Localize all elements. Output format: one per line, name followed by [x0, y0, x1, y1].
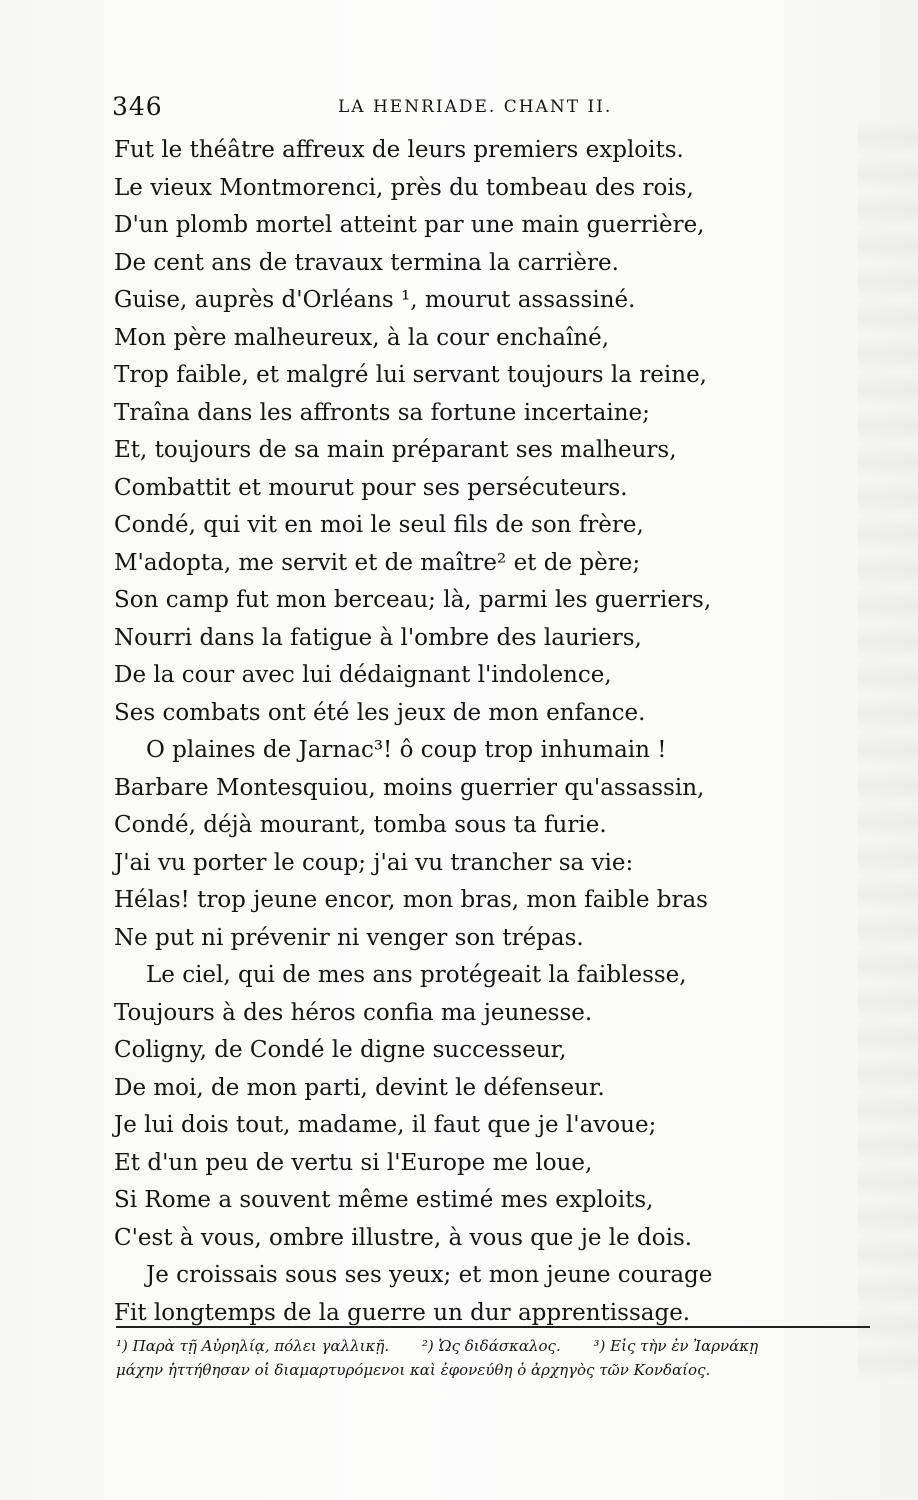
verse-line: Condé, qui vit en moi le seul fils de son frère,: [114, 512, 644, 538]
footnote-2: ²) Ὡς διδάσκαλος.: [421, 1337, 561, 1355]
verse-line: M'adopta, me servit et de maître² et de père;: [114, 549, 641, 576]
verse-line: De la cour avec lui dédaignant l'indolence,: [114, 662, 612, 688]
footnote-3: ³) Εἰς τὴν ἐν Ἰαρνάκῃ: [593, 1337, 759, 1355]
verse-line: De moi, de mon parti, devint le défenseur.: [114, 1074, 605, 1101]
verse-line: Traîna dans les affronts sa fortune incertaine;: [114, 399, 650, 426]
footnotes: [116, 1334, 876, 1382]
verse-line: Condé, déjà mourant, tomba sous ta furie.: [114, 812, 607, 838]
footnote-rule: [116, 1326, 870, 1328]
page-number: 346: [112, 92, 163, 121]
running-title: LA HENRIADE. CHANT II.: [338, 97, 613, 117]
verse-line: Et d'un peu de vertu si l'Europe me loue,: [114, 1149, 593, 1176]
verse-line: De cent ans de travaux termina la carrière.: [114, 249, 619, 276]
verse-line: Ne put ni prévenir ni venger son trépas.: [114, 924, 584, 951]
verse-line: Fit longtemps de la guerre un dur apprentissage.: [114, 1299, 691, 1326]
verse-line: Mon père malheureux, à la cour enchaîné,: [114, 324, 610, 351]
verse-line: Je lui dois tout, madame, il faut que je l'avoue;: [114, 1112, 657, 1138]
verse-line: Guise, auprès d'Orléans ¹, mourut assassiné.: [114, 287, 636, 313]
verse-line: Toujours à des héros confia ma jeunesse.: [114, 999, 593, 1026]
verse-line: Si Rome a souvent même estimé mes exploits,: [114, 1187, 654, 1213]
footnote-1: ¹) Παρὰ τῇ Αὐρηλίᾳ, πόλει γαλλικῇ.: [116, 1337, 390, 1355]
verse-line: Combattit et mourut pour ses persécuteurs.: [114, 474, 628, 501]
verse-line: Son camp fut mon berceau; là, parmi les guerriers,: [114, 587, 712, 613]
verse-line: O plaines de Jarnac³! ô coup trop inhumain !: [146, 737, 667, 763]
page-header: [112, 92, 632, 124]
verse-line: Ses combats ont été les jeux de mon enfance.: [114, 699, 646, 726]
verse-block: [114, 132, 884, 1332]
verse-line: Fut le théâtre affreux de leurs premiers exploits.: [114, 137, 684, 163]
verse-line: Hélas! trop jeune encor, mon bras, mon faible bras: [114, 887, 708, 913]
verse-line: Le ciel, qui de mes ans protégeait la faiblesse,: [146, 962, 687, 988]
verse-line: Je croissais sous ses yeux; et mon jeune courage: [146, 1262, 713, 1288]
footnote-3-continuation: μάχην ἡττήθησαν οἱ διαμαρτυρόμενοι καὶ ἐφονεύθη ὁ ἀρχηγὸς τῶν Κονδαίος.: [116, 1361, 711, 1379]
verse-line: Barbare Montesquiou, moins guerrier qu'assassin,: [114, 774, 705, 801]
verse-line: Trop faible, et malgré lui servant toujours la reine,: [114, 362, 707, 388]
verse-line: D'un plomb mortel atteint par une main guerrière,: [114, 212, 705, 238]
verse-line: C'est à vous, ombre illustre, à vous que je le dois.: [114, 1224, 693, 1251]
verse-line: Nourri dans la fatigue à l'ombre des lauriers,: [114, 624, 642, 651]
verse-line: Coligny, de Condé le digne successeur,: [114, 1037, 567, 1063]
verse-line: Le vieux Montmorenci, près du tombeau des rois,: [114, 174, 694, 201]
footnote-line: [116, 1334, 876, 1358]
verse-line: J'ai vu porter le coup; j'ai vu trancher sa vie:: [114, 849, 634, 876]
verse-line: Et, toujours de sa main préparant ses malheurs,: [114, 437, 677, 463]
